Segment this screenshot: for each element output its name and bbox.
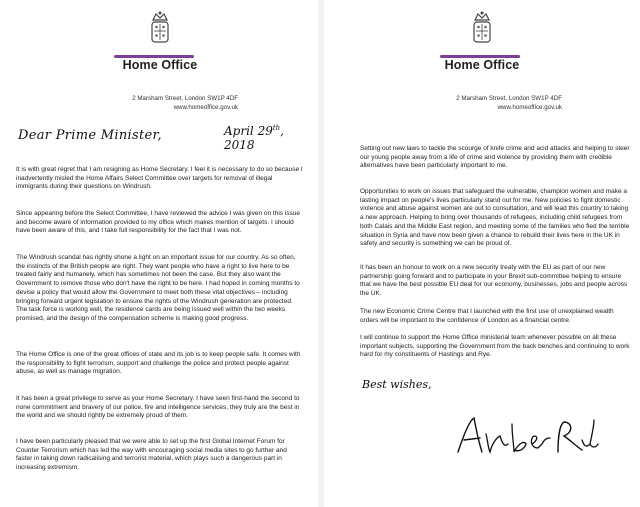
office-title: Home Office bbox=[122, 58, 198, 72]
paragraph: It has been a great privilege to serve as your Home Secretary. I have seen first-hand the second to none commitment and bravery of our police, fire and intelligence services, they truly are the best in the world and we should rightly be extremely proud of them. bbox=[16, 395, 300, 420]
page-gutter bbox=[318, 0, 324, 507]
paragraph: It has been an honour to work on a new security treaty with the EU as part of our new partnership going forward and to participate in your Brexit sub-committee helping to ensure that we have the best possible EU deal for our economy, businesses, jobs and people across the UK. bbox=[360, 264, 628, 298]
paragraph: Opportunities to work on issues that safeguard the vulnerable, champion women and make a lasting impact on people's lives particularly stand out for me. New policies to fight domestic violence and abuse against women are out to consultation, and will lead this country to taking a new approach. Helping to bring over thousands of refugees, including child refugees from both Calais and the Middle East region, and meeting some of the families who fled the terrible situation in Syria and have now been given a chance to rebuild their lives here in the UK in safety and security is something we can be proud of. bbox=[360, 188, 630, 248]
paragraph: The new Economic Crime Centre that I launched with the first use of unexplained wealth orders will be important to the confidence of London as a financial centre. bbox=[360, 308, 614, 324]
address-line2: www.homeoffice.gov.uk bbox=[173, 104, 238, 111]
address-line1: 2 Marsham Street, London SW1P 4DF bbox=[132, 95, 238, 102]
signature-image bbox=[452, 414, 602, 458]
paragraph: Setting out new laws to tackle the scourge of knife crime and acid attacks and helping to steer our young people away from a life of crime and violence by providing them with credible alternatives have been particularly important to me. bbox=[360, 145, 630, 170]
letter-date: April 29th, 2018 bbox=[224, 124, 284, 152]
paragraph: I have been particularly pleased that we were able to set up the first Global Internet Forum for Counter Terrorism which has led the way with encouraging social media sites to go further and faster in taking down radicalising and terrorist material, which plays such a dangerous part in increasing extremism. bbox=[16, 438, 287, 472]
address-line1: 2 Marsham Street, London SW1P 4DF bbox=[456, 95, 562, 102]
paragraph: The Home Office is one of the great offices of state and its job is to keep people safe. It comes with the responsibility to fight terrorism, support and challenge the police and protect people against abuse, as well as manage migration. bbox=[16, 351, 301, 376]
salutation: Dear Prime Minister, bbox=[18, 128, 162, 143]
paragraph: The Windrush scandal has rightly shone a light on an important issue for our country. As so often, the instincts of the British people are right. They want people who have a right to live here to be treated fairly and humanely, which has sometimes not been the case. But they also want the Government to remove those who don't have the right to be here. I had hoped in coming months to devise a policy that would allow the Government to meet both these vital objectives – including bringing forward urgent legislation to ensure the rights of the Windrush generation are protected. The task force is working well, the residence cards are being issued well within the two weeks promised, and the design of the compensation scheme is making good progress. bbox=[16, 254, 300, 322]
paragraph: I will continue to support the Home Office ministerial team whenever possible on all these important subjects, supporting the Government from the back benches and continuing to work hard for my constituents of Hastings and Rye. bbox=[360, 334, 630, 359]
letter-page-2 bbox=[326, 0, 638, 507]
address-line2: www.homeoffice.gov.uk bbox=[497, 104, 562, 111]
signoff: Best wishes, bbox=[362, 378, 432, 391]
letter-page-1 bbox=[4, 0, 316, 507]
paragraph: It is with great regret that I am resigning as Home Secretary. I feel it is necessary to do so because I inadvertently misled the Home Affairs Select Committee over targets for removal of illegal immigrants during their questions on Windrush. bbox=[16, 166, 303, 191]
paragraph: Since appearing before the Select Committee, I have reviewed the advice I was given on this issue and become aware of information provided to my office which makes mention of targets. I should have been aware of this, and I take full responsibility for the fact that I was not. bbox=[16, 210, 300, 235]
office-title: Home Office bbox=[444, 58, 520, 72]
royal-crest-icon bbox=[147, 10, 173, 46]
royal-crest-icon bbox=[469, 10, 495, 46]
